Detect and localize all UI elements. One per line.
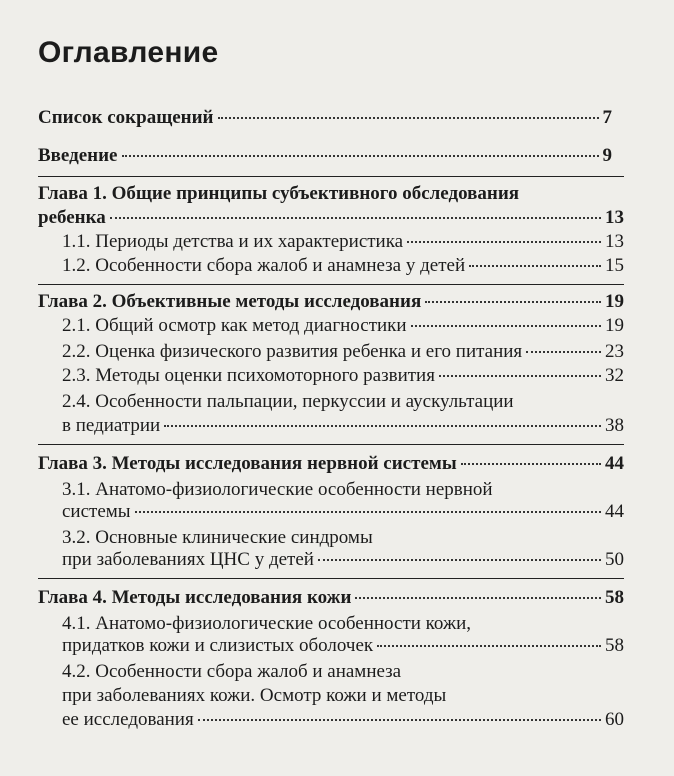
dot-leader bbox=[218, 117, 599, 119]
toc-entry-chapter-2[interactable] bbox=[38, 290, 624, 314]
toc-entry-introduction[interactable] bbox=[38, 144, 612, 168]
entry-label: Глава 4. Методы исследования кожи bbox=[38, 587, 352, 608]
toc-entry-section-3-2-line1[interactable]: 3.2. Основные клинические синдромы bbox=[62, 527, 373, 548]
entry-label: 2.3. Методы оценки психомоторного развития bbox=[62, 365, 435, 386]
toc-entry-section-1-2[interactable] bbox=[62, 254, 624, 278]
dot-leader bbox=[198, 719, 601, 721]
entry-label: ребенка bbox=[38, 207, 106, 228]
page-number: 19 bbox=[605, 315, 624, 336]
toc-entry-abbreviations[interactable] bbox=[38, 106, 612, 130]
entry-label: 2.1. Общий осмотр как метод диагностики bbox=[62, 315, 407, 336]
toc-entry-section-2-4-line1[interactable]: 2.4. Особенности пальпации, перкуссии и аускультации bbox=[62, 391, 514, 412]
entry-label: 1.1. Периоды детства и их характеристика bbox=[62, 231, 404, 252]
dot-leader bbox=[407, 241, 601, 243]
entry-label: Введение bbox=[38, 145, 118, 166]
page-number: 13 bbox=[605, 207, 624, 228]
toc-entry-section-4-1[interactable] bbox=[62, 634, 624, 658]
toc-entry-section-1-1[interactable] bbox=[62, 230, 624, 254]
entry-label: 2.2. Оценка физического развития ребенка и его питания bbox=[62, 341, 523, 362]
toc-entry-section-2-4[interactable] bbox=[62, 414, 624, 438]
section-divider bbox=[38, 444, 624, 445]
toc-entry-section-2-3[interactable] bbox=[62, 364, 624, 388]
page-number: 13 bbox=[605, 231, 624, 252]
page-number: 7 bbox=[602, 107, 612, 128]
dot-leader bbox=[122, 155, 599, 157]
page-number: 60 bbox=[605, 709, 624, 730]
page-number: 9 bbox=[602, 145, 612, 166]
dot-leader bbox=[425, 301, 601, 303]
page-number: 19 bbox=[605, 291, 624, 312]
page-number: 44 bbox=[605, 453, 624, 474]
page-number: 44 bbox=[605, 501, 624, 522]
toc-entry-section-2-1[interactable] bbox=[62, 314, 624, 338]
page-number: 58 bbox=[605, 635, 624, 656]
toc-entry-section-3-2[interactable] bbox=[62, 548, 624, 572]
section-divider bbox=[38, 176, 624, 177]
dot-leader bbox=[411, 325, 601, 327]
toc-entry-section-4-2-line2[interactable]: при заболеваниях кожи. Осмотр кожи и методы bbox=[62, 685, 447, 706]
page-title: Оглавление bbox=[38, 36, 219, 69]
toc-entry-section-4-1-line1[interactable]: 4.1. Анатомо-физиологические особенности кожи, bbox=[62, 613, 472, 634]
page-number: 23 bbox=[605, 341, 624, 362]
entry-label: придатков кожи и слизистых оболочек bbox=[62, 635, 374, 656]
dot-leader bbox=[164, 425, 601, 427]
entry-label: Глава 2. Объективные методы исследования bbox=[38, 291, 422, 312]
dot-leader bbox=[526, 351, 601, 353]
toc-entry-section-2-2[interactable] bbox=[62, 340, 624, 364]
dot-leader bbox=[461, 463, 601, 465]
section-divider bbox=[38, 578, 624, 579]
toc-entry-section-4-2-line1[interactable]: 4.2. Особенности сбора жалоб и анамнеза bbox=[62, 661, 402, 682]
entry-label: при заболеваниях ЦНС у детей bbox=[62, 549, 314, 570]
section-divider bbox=[38, 284, 624, 285]
entry-label: системы bbox=[62, 501, 131, 522]
page-number: 32 bbox=[605, 365, 624, 386]
page-number: 58 bbox=[605, 587, 624, 608]
entry-label: ее исследования bbox=[62, 709, 194, 730]
page-number: 50 bbox=[605, 549, 624, 570]
entry-label: Глава 3. Методы исследования нервной системы bbox=[38, 453, 457, 474]
dot-leader bbox=[439, 375, 601, 377]
page-number: 38 bbox=[605, 415, 624, 436]
toc-entry-section-3-1-line1[interactable]: 3.1. Анатомо-физиологические особенности нервной bbox=[62, 479, 493, 500]
entry-label: Список сокращений bbox=[38, 107, 214, 128]
entry-label: 1.2. Особенности сбора жалоб и анамнеза у детей bbox=[62, 255, 466, 276]
dot-leader bbox=[355, 597, 601, 599]
toc-entry-chapter-1-line1[interactable]: Глава 1. Общие принципы субъективного обследования bbox=[38, 183, 520, 204]
dot-leader bbox=[377, 645, 601, 647]
page-number: 15 bbox=[605, 255, 624, 276]
dot-leader bbox=[318, 559, 601, 561]
toc-entry-chapter-3[interactable] bbox=[38, 452, 624, 476]
dot-leader bbox=[469, 265, 601, 267]
toc-entry-chapter-1[interactable] bbox=[38, 206, 624, 230]
dot-leader bbox=[110, 217, 601, 219]
toc-entry-chapter-4[interactable] bbox=[38, 586, 624, 610]
toc-entry-section-3-1[interactable] bbox=[62, 500, 624, 524]
dot-leader bbox=[135, 511, 601, 513]
toc-entry-section-4-2[interactable] bbox=[62, 708, 624, 732]
entry-label: в педиатрии bbox=[62, 415, 161, 436]
